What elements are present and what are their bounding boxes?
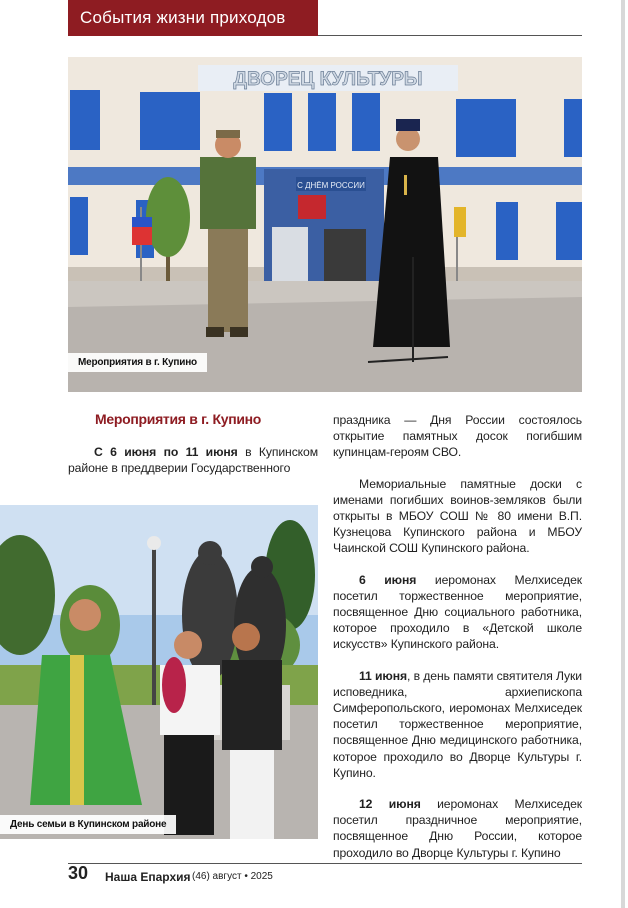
page-edge — [621, 0, 625, 908]
article-paragraph — [333, 476, 582, 557]
page-number: 30 — [68, 863, 89, 883]
issue-info: (46) август • 2025 — [192, 871, 273, 882]
photo-caption: Мероприятия в г. Купино — [68, 353, 207, 372]
photo-event-kupino-image — [68, 57, 582, 392]
photo-caption: День семьи в Купинском районе — [0, 815, 176, 834]
photo-family-day-image — [0, 505, 318, 839]
article-column-left — [68, 444, 318, 476]
article-column-right — [333, 412, 582, 861]
photo-event-kupino — [68, 57, 582, 392]
article-paragraph — [333, 572, 582, 653]
paragraph-text-left: в Купинском районе в преддверии Государственного — [68, 445, 319, 476]
header-rule — [318, 35, 582, 36]
paragraph-text: иеромонах Мелхиседек посетил торжественное мероприятие, посвященное Дню социального работника, которое проходило в «Детской школе искусств» Купинского района. — [333, 572, 582, 652]
date-lead: С 6 июня по 11 июня — [94, 445, 238, 459]
paragraph-text: иеромонах Мелхиседек посетил праздничное мероприятие, посвященное Дню России, которое проходило во Дворце Культуры г. Купино — [333, 797, 582, 860]
section-header — [68, 0, 318, 36]
footer-rule — [68, 863, 582, 864]
article-paragraph — [333, 796, 582, 861]
article-paragraph — [68, 444, 318, 476]
paragraph-text: Мемориальные памятные доски с именами погибших воинов-земляков были открыты в МБОУ СОШ № 80 имени В.П. Кузнецова Купинского района и МБОУ Чаинской СОШ Купинского района. — [333, 476, 582, 556]
date-lead: 11 июня — [359, 668, 407, 683]
article-title: Мероприятия в г. Купино — [95, 411, 262, 427]
article-paragraph — [333, 412, 582, 461]
article-paragraph — [333, 668, 582, 781]
paragraph-text-right: праздника — Дня России состоялось открытие памятных досок погибшим купинцам-героям СВО. — [333, 413, 582, 460]
photo-family-day — [0, 505, 318, 839]
magazine-name: Наша Епархия — [105, 870, 191, 884]
section-title-label: События жизни приходов — [80, 8, 286, 27]
date-lead: 6 июня — [359, 572, 417, 587]
banner-text: С ДНЁМ РОССИИ — [297, 181, 365, 190]
date-lead: 12 июня — [359, 797, 421, 812]
paragraph-text: , в день памяти святителя Луки исповедника, архиепископа Симферопольского, иеромонах Мелхиседек посетил торжественное мероприятие, посвященное Дню медицинского работника, которое проходило во Дворце Культуры г. Купино. — [333, 668, 582, 780]
building-sign: ДВОРЕЦ КУЛЬТУРЫ — [233, 69, 423, 90]
